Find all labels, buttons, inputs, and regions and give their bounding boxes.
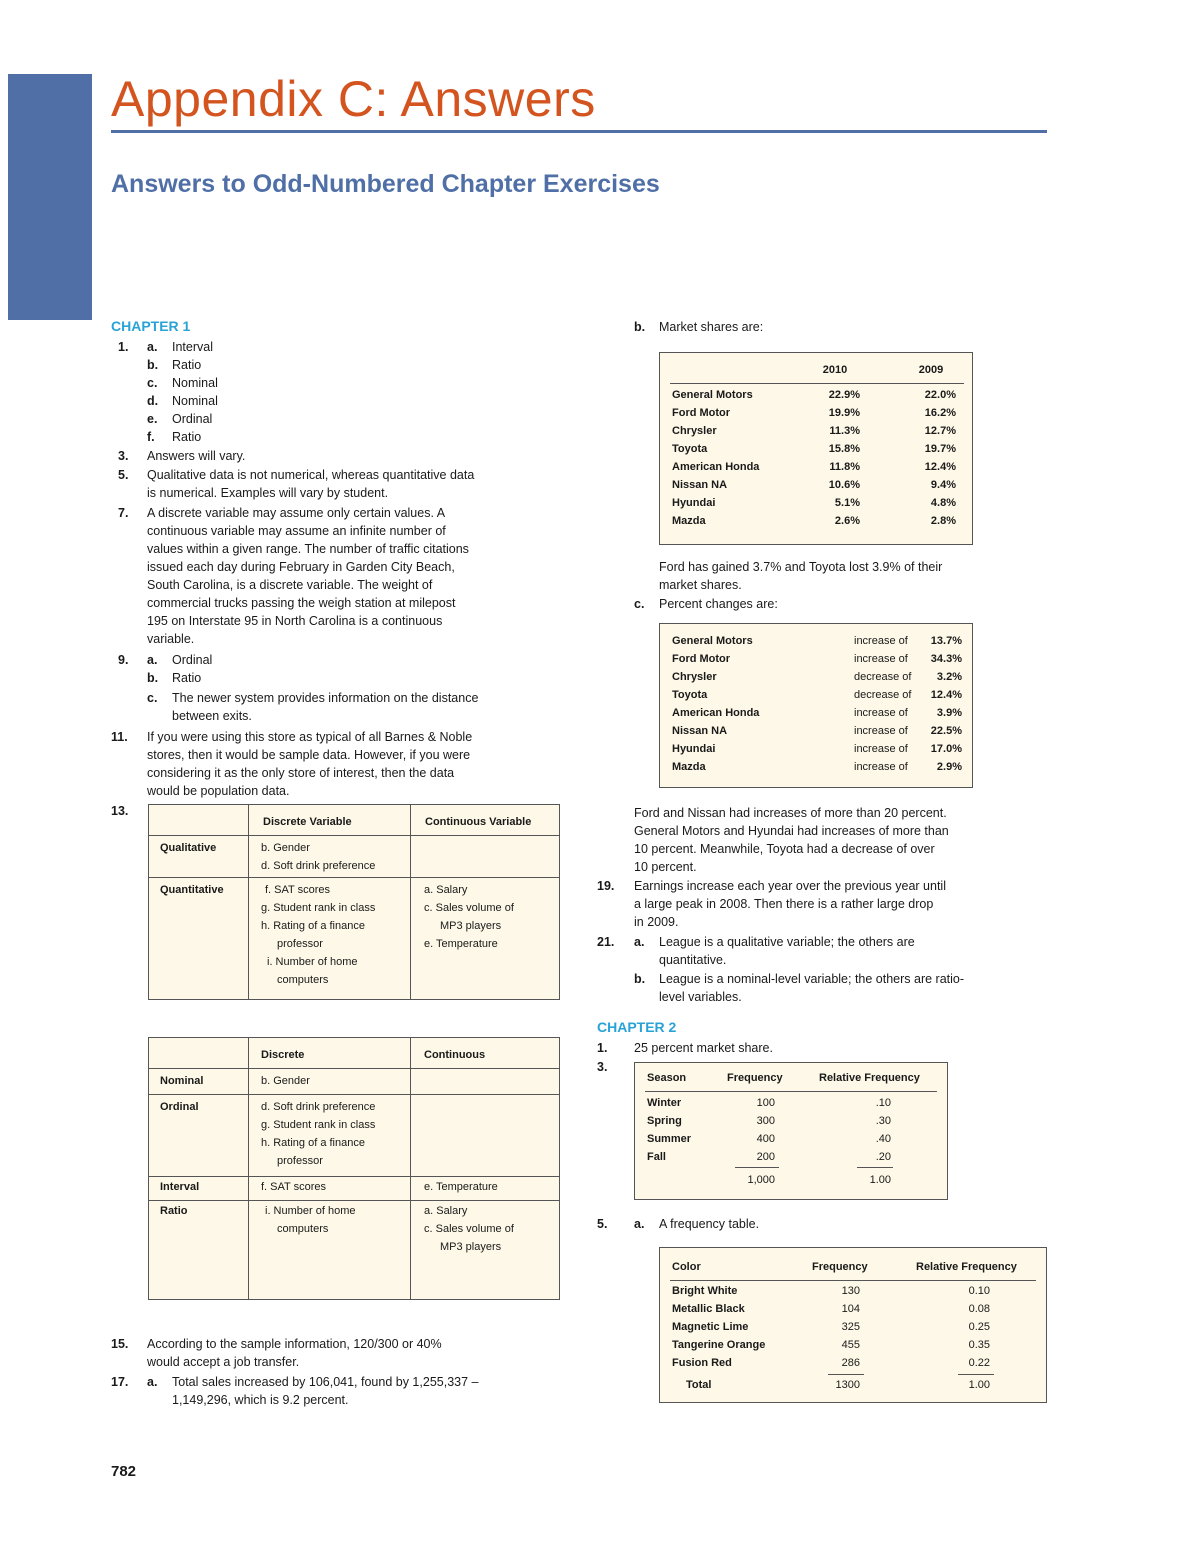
answer-line: According to the sample information, 120/300 or 40%: [147, 1337, 442, 1351]
share-value: 15.8%: [828, 443, 860, 455]
change-direction: increase of: [854, 653, 908, 665]
table-cell: professor: [277, 938, 323, 950]
answer-line: would be population data.: [147, 784, 290, 798]
answer-line: level variables.: [659, 990, 742, 1004]
answer-line: Qualitative data is not numerical, whereas quantitative data: [147, 468, 475, 482]
row-label: Bright White: [672, 1285, 738, 1297]
item-text: Ordinal: [172, 412, 213, 426]
chapter-1-heading: CHAPTER 1: [111, 318, 191, 334]
column-header: Continuous Variable: [425, 816, 532, 828]
company-name: Nissan NA: [672, 479, 728, 491]
answer-line: is numerical. Examples will vary by student.: [147, 486, 389, 500]
share-value: 9.4%: [930, 479, 956, 491]
column-header: Relative Frequency: [916, 1261, 1017, 1273]
relative-frequency-value: .40: [875, 1133, 891, 1145]
column-header: Frequency: [727, 1072, 783, 1084]
table-cell: f. SAT scores: [261, 1181, 327, 1193]
change-value: 22.5%: [930, 725, 962, 737]
share-value: 5.1%: [834, 497, 860, 509]
answer-line: values within a given range. The number of traffic citations: [147, 542, 469, 556]
table-cell: h. Rating of a finance: [261, 1137, 365, 1149]
column-header: Season: [647, 1072, 687, 1084]
column-header: Discrete Variable: [263, 816, 352, 828]
item-letter: a.: [147, 1375, 158, 1389]
share-value: 11.3%: [829, 425, 860, 437]
market-share-table: [659, 352, 973, 545]
color-frequency-table: [659, 1247, 1047, 1403]
chapter-tab-bar: [8, 74, 92, 320]
answer-line: considering it as the only store of interest, then the data: [147, 766, 455, 780]
exercise-number: 7.: [118, 506, 129, 520]
change-value: 3.2%: [936, 671, 962, 683]
item-letter: c.: [634, 597, 645, 611]
column-header: Relative Frequency: [819, 1072, 920, 1084]
item-letter: a.: [634, 935, 645, 949]
exercise-number: 15.: [111, 1337, 129, 1351]
answer-line: 10 percent. Meanwhile, Toyota had a decrease of over: [634, 842, 935, 856]
frequency-value: 100: [756, 1097, 775, 1109]
share-value: 22.0%: [924, 389, 956, 401]
change-direction: decrease of: [854, 671, 912, 683]
table-cell: g. Student rank in class: [261, 902, 376, 914]
row-label: Spring: [647, 1115, 682, 1127]
table-cell: i. Number of home: [265, 1205, 356, 1217]
share-value: 19.9%: [828, 407, 860, 419]
column-header: Color: [672, 1261, 701, 1273]
table-cell: c. Sales volume of: [424, 1223, 514, 1235]
item-letter: c.: [147, 376, 158, 390]
exercise-number: 17.: [111, 1375, 129, 1389]
answer-line: If you were using this store as typical of all Barnes & Noble: [147, 730, 473, 744]
answer-line: South Carolina, is a discrete variable. The weight of: [147, 578, 433, 592]
column-header: Continuous: [424, 1049, 486, 1061]
item-text: Ratio: [172, 430, 202, 444]
answer-line: a large peak in 2008. Then there is a rather large drop: [634, 897, 934, 911]
answer-line: Ford has gained 3.7% and Toyota lost 3.9% of their: [659, 560, 943, 574]
answer-line: Ford and Nissan had increases of more than 20 percent.: [634, 806, 947, 820]
company-name: Nissan NA: [672, 725, 728, 737]
relative-frequency-value: .30: [875, 1115, 891, 1127]
answer-line: quantitative.: [659, 953, 727, 967]
change-direction: increase of: [854, 743, 908, 755]
item-line: between exits.: [172, 709, 252, 723]
share-value: 12.7%: [924, 425, 956, 437]
share-value: 2.6%: [834, 515, 860, 527]
frequency-total: 1300: [835, 1379, 860, 1391]
company-name: Mazda: [672, 515, 706, 527]
exercise-number: 1.: [118, 340, 129, 354]
percent-change-table: [659, 623, 973, 788]
row-label: Summer: [647, 1133, 692, 1145]
page-number: 782: [111, 1463, 137, 1480]
answer-line: market shares.: [659, 578, 742, 592]
share-value: 11.8%: [829, 461, 860, 473]
row-label: Metallic Black: [672, 1303, 745, 1315]
exercise-number: 9.: [118, 653, 129, 667]
company-name: Toyota: [672, 443, 708, 455]
company-name: Chrysler: [672, 671, 717, 683]
exercise-number: 5.: [597, 1217, 608, 1231]
item-text: Percent changes are:: [659, 597, 778, 611]
table-cell: d. Soft drink preference: [261, 860, 376, 872]
row-label: Tangerine Orange: [672, 1339, 766, 1351]
answer-line: A discrete variable may assume only certain values. A: [147, 506, 446, 520]
table-cell: professor: [277, 1155, 323, 1167]
share-value: 12.4%: [924, 461, 956, 473]
frequency-value: 400: [756, 1133, 775, 1145]
exercise-number: 11.: [111, 730, 128, 744]
company-name: Hyundai: [672, 497, 716, 509]
variable-type-table: [148, 804, 560, 1000]
change-value: 2.9%: [936, 761, 962, 773]
column-header: 2010: [822, 364, 848, 376]
change-value: 34.3%: [930, 653, 962, 665]
answer-line: General Motors and Hyundai had increases of more than: [634, 824, 949, 838]
table-cell: computers: [277, 1223, 329, 1235]
exercise-number: 21.: [597, 935, 615, 949]
item-letter: d.: [147, 394, 159, 408]
title-rule: [111, 130, 1047, 133]
row-label: Quantitative: [160, 884, 224, 896]
exercise-number: 13.: [111, 804, 129, 818]
share-value: 22.9%: [828, 389, 860, 401]
answer-line: would accept a job transfer.: [147, 1355, 300, 1369]
column-header: Frequency: [812, 1261, 868, 1273]
table-cell: a. Salary: [424, 1205, 468, 1217]
row-label: Ordinal: [160, 1101, 199, 1113]
item-text: Interval: [172, 340, 213, 354]
share-value: 4.8%: [930, 497, 956, 509]
row-label: Ratio: [160, 1205, 188, 1217]
answer-line: variable.: [147, 632, 195, 646]
item-text: Nominal: [172, 376, 218, 390]
company-name: General Motors: [672, 635, 753, 647]
change-direction: decrease of: [854, 689, 912, 701]
relative-frequency-value: 0.10: [968, 1285, 990, 1297]
company-name: Toyota: [672, 689, 708, 701]
relative-frequency-value: 0.08: [968, 1303, 990, 1315]
item-letter: a.: [147, 653, 158, 667]
answer-line: 195 on Interstate 95 in North Carolina is a continuous: [147, 614, 443, 628]
table-cell: b. Gender: [261, 842, 310, 854]
company-name: American Honda: [672, 461, 760, 473]
item-letter: f.: [147, 430, 155, 444]
frequency-value: 286: [841, 1357, 860, 1369]
item-letter: b.: [634, 972, 646, 986]
exercise-number: 3.: [118, 449, 129, 463]
item-text: A frequency table.: [659, 1217, 760, 1231]
answer-line: commercial trucks passing the weigh station at milepost: [147, 596, 456, 610]
item-letter: b.: [147, 358, 159, 372]
row-label: Interval: [160, 1181, 200, 1193]
item-letter: c.: [147, 691, 158, 705]
exercise-number: 19.: [597, 879, 615, 893]
table-cell: g. Student rank in class: [261, 1119, 376, 1131]
exercise-number: 1.: [597, 1041, 608, 1055]
table-cell: e. Temperature: [424, 938, 498, 950]
frequency-value: 200: [756, 1151, 775, 1163]
relative-frequency-value: .20: [875, 1151, 891, 1163]
item-text: Ratio: [172, 358, 202, 372]
change-value: 13.7%: [930, 635, 962, 647]
answer-line: Total sales increased by 106,041, found by 1,255,337 –: [172, 1375, 479, 1389]
table-cell: b. Gender: [261, 1075, 310, 1087]
item-text: Nominal: [172, 394, 218, 408]
company-name: Chrysler: [672, 425, 717, 437]
item-line: The newer system provides information on the distance: [172, 691, 479, 705]
row-label: Magnetic Lime: [672, 1321, 749, 1333]
table-cell: a. Salary: [424, 884, 468, 896]
change-direction: increase of: [854, 761, 908, 773]
item-text: Ratio: [172, 671, 202, 685]
share-value: 19.7%: [924, 443, 956, 455]
relative-frequency-value: 0.35: [968, 1339, 990, 1351]
row-label: Fall: [647, 1151, 666, 1163]
table-cell: MP3 players: [440, 1241, 502, 1253]
item-text: Market shares are:: [659, 320, 764, 334]
relative-frequency-total: 1.00: [968, 1379, 990, 1391]
company-name: Mazda: [672, 761, 706, 773]
answer-line: stores, then it would be sample data. However, if you were: [147, 748, 471, 762]
company-name: Ford Motor: [672, 653, 731, 665]
answer-line: Earnings increase each year over the previous year until: [634, 879, 946, 893]
item-letter: a.: [147, 340, 158, 354]
share-value: 16.2%: [924, 407, 956, 419]
frequency-value: 325: [841, 1321, 860, 1333]
table-cell: h. Rating of a finance: [261, 920, 365, 932]
chapter-2-heading: CHAPTER 2: [597, 1019, 677, 1035]
level-of-measurement-table: [148, 1037, 560, 1300]
frequency-value: 130: [841, 1285, 860, 1297]
table-cell: i. Number of home: [267, 956, 358, 968]
answer-line: League is a nominal-level variable; the others are ratio-: [659, 972, 965, 986]
frequency-total: 1,000: [747, 1174, 775, 1186]
frequency-value: 104: [841, 1303, 860, 1315]
company-name: Ford Motor: [672, 407, 731, 419]
item-letter: e.: [147, 412, 158, 426]
change-value: 12.4%: [930, 689, 962, 701]
exercise-number: 5.: [118, 468, 129, 482]
answer-text: 25 percent market share.: [634, 1041, 773, 1055]
row-label: Winter: [647, 1097, 682, 1109]
table-cell: computers: [277, 974, 329, 986]
relative-frequency-value: .10: [875, 1097, 891, 1109]
table-cell: e. Temperature: [424, 1181, 498, 1193]
change-direction: increase of: [854, 725, 908, 737]
total-label: Total: [686, 1379, 712, 1391]
company-name: American Honda: [672, 707, 760, 719]
column-header: 2009: [918, 364, 944, 376]
table-cell: MP3 players: [440, 920, 502, 932]
table-cell: c. Sales volume of: [424, 902, 514, 914]
table-cell: f. SAT scores: [265, 884, 331, 896]
answer-line: League is a qualitative variable; the others are: [659, 935, 915, 949]
row-label: Qualitative: [160, 842, 217, 854]
page-subtitle: Answers to Odd-Numbered Chapter Exercises: [111, 170, 660, 198]
company-name: General Motors: [672, 389, 753, 401]
relative-frequency-value: 0.25: [968, 1321, 990, 1333]
item-text: Ordinal: [172, 653, 213, 667]
share-value: 2.8%: [930, 515, 956, 527]
frequency-value: 455: [841, 1339, 860, 1351]
frequency-value: 300: [756, 1115, 775, 1127]
share-value: 10.6%: [828, 479, 860, 491]
season-frequency-table: [634, 1062, 948, 1200]
relative-frequency-value: 0.22: [968, 1357, 990, 1369]
company-name: Hyundai: [672, 743, 716, 755]
row-label: Fusion Red: [672, 1357, 732, 1369]
item-letter: b.: [634, 320, 646, 334]
page-title: Appendix C: Answers: [111, 71, 596, 127]
answer-line: issued each day during February in Garden City Beach,: [147, 560, 455, 574]
relative-frequency-total: 1.00: [869, 1174, 891, 1186]
item-letter: a.: [634, 1217, 645, 1231]
answer-line: in 2009.: [634, 915, 679, 929]
change-direction: increase of: [854, 635, 908, 647]
column-header: Discrete: [261, 1049, 305, 1061]
answer-line: 1,149,296, which is 9.2 percent.: [172, 1393, 349, 1407]
change-direction: increase of: [854, 707, 908, 719]
answer-line: 10 percent.: [634, 860, 697, 874]
table-cell: d. Soft drink preference: [261, 1101, 376, 1113]
answer-text: Answers will vary.: [147, 449, 246, 463]
item-letter: b.: [147, 671, 159, 685]
answer-line: continuous variable may assume an infinite number of: [147, 524, 446, 538]
change-value: 3.9%: [936, 707, 962, 719]
exercise-number: 3.: [597, 1060, 608, 1074]
change-value: 17.0%: [930, 743, 962, 755]
row-label: Nominal: [160, 1075, 204, 1087]
